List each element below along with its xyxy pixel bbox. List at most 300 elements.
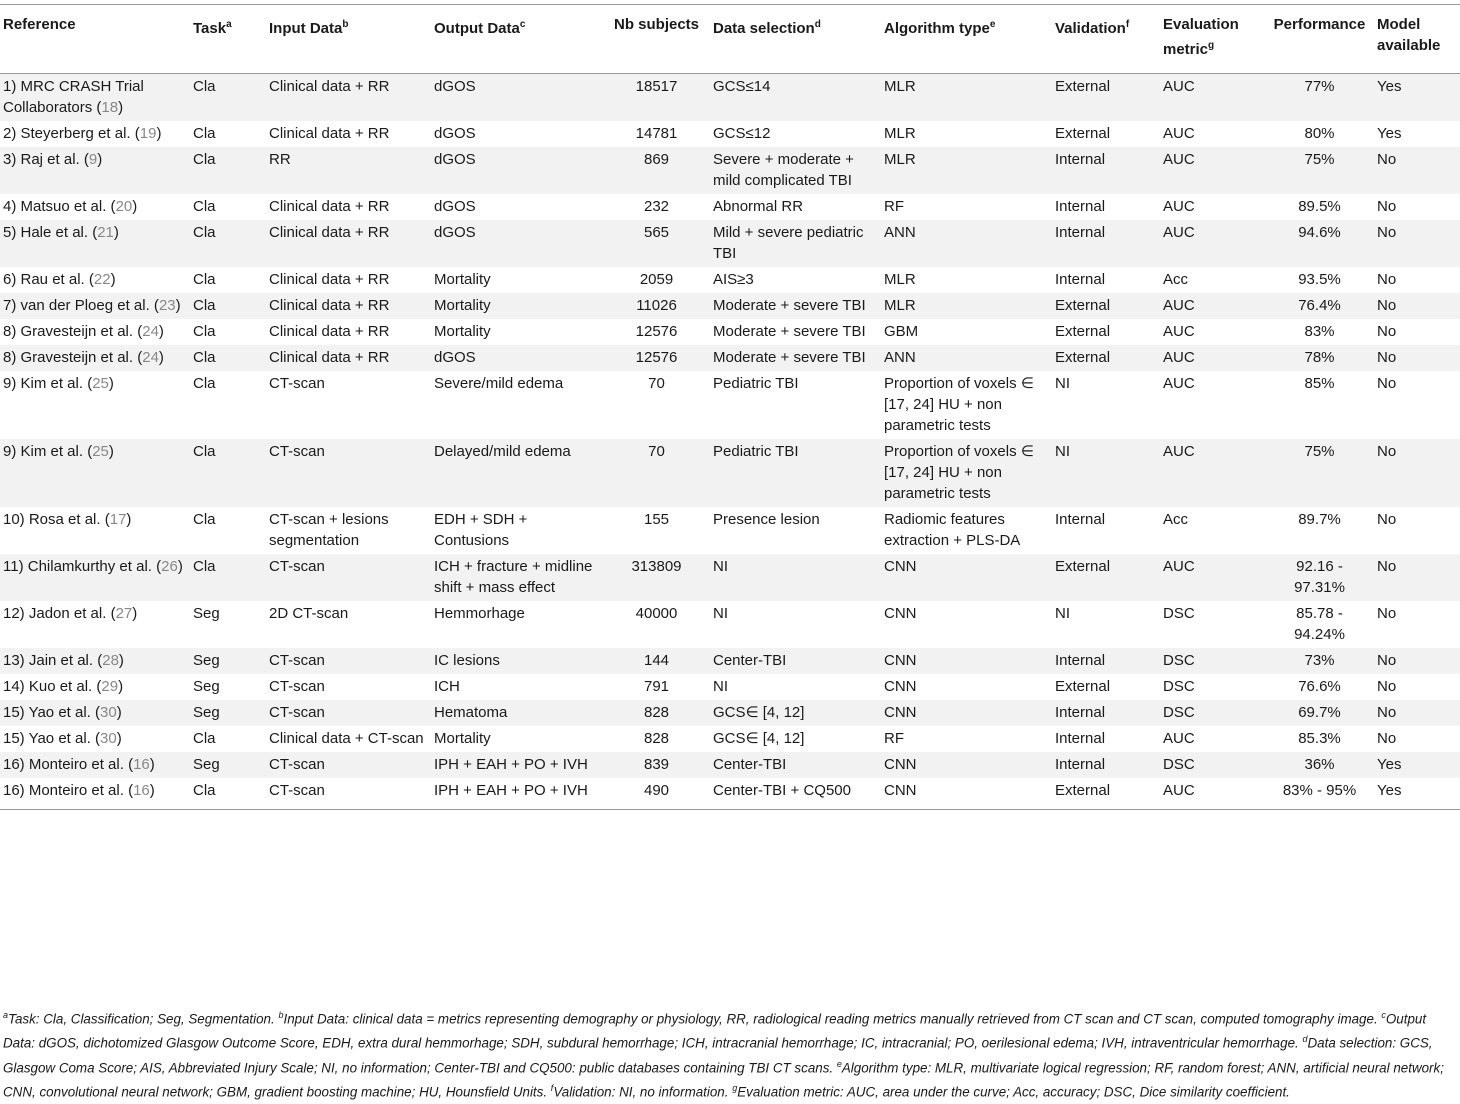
column-header-label: Validation: [1055, 20, 1126, 37]
citation-link[interactable]: 30: [100, 704, 117, 721]
performance-cell: 76.4%: [1268, 293, 1374, 319]
reference-cell: 8) Gravesteijn et al. (24): [3, 323, 164, 340]
citation-link[interactable]: 25: [92, 375, 109, 392]
data-selection-cell: NI: [710, 554, 881, 601]
model-available-cell: No: [1377, 511, 1397, 528]
reference-cell: 5) Hale et al. (21): [0, 220, 190, 267]
reference-cell: 10) Rosa et al. (17): [3, 511, 132, 528]
data-selection-cell: Center-TBI: [710, 752, 881, 778]
nb-subjects-cell: 565: [606, 220, 710, 267]
performance-cell: 94.6%: [1268, 220, 1374, 267]
model-available-cell: No: [1377, 198, 1397, 215]
data-selection-cell: Moderate + severe TBI: [710, 345, 881, 371]
data-selection-cell: NI: [713, 605, 728, 622]
output-data-cell: dGOS: [431, 220, 606, 267]
data-selection-cell: Pediatric TBI: [710, 439, 881, 507]
input-data-cell: Clinical data + RR: [266, 345, 431, 371]
reference-text: 13) Jain et al.: [3, 652, 94, 669]
evaluation-metric-cell: AUC: [1160, 293, 1268, 319]
table-row: [0, 601, 1460, 648]
evaluation-metric-cell: AUC: [1163, 198, 1195, 215]
evaluation-metric-cell: DSC: [1163, 605, 1195, 622]
validation-cell: External: [1055, 678, 1111, 695]
data-selection-cell: Moderate + severe TBI: [713, 323, 866, 340]
task-cell: Cla: [190, 293, 266, 319]
footnote-text: Data selection: GCS, Glasgow Coma Score; AIS, Abbreviated Injury Scale; NI, no information; Center-TBI and CQ500: public databases containing TBI CT scans.: [3, 1035, 1433, 1076]
nb-subjects-cell: 869: [606, 147, 710, 194]
nb-subjects-cell: 2059: [639, 271, 674, 288]
footnote-marker: d: [1302, 1034, 1308, 1045]
table-row: [0, 220, 1460, 267]
model-available-cell: No: [1374, 293, 1460, 319]
table-row: [0, 726, 1460, 752]
evaluation-metric-cell: AUC: [1163, 323, 1195, 340]
output-data-cell: IPH + EAH + PO + IVH: [431, 778, 606, 810]
validation-cell: Internal: [1052, 648, 1160, 674]
input-data-cell: CT-scan: [266, 554, 431, 601]
reference-cell: 7) van der Ploeg et al. (23): [0, 293, 190, 319]
nb-subjects-cell: 11026: [606, 293, 710, 319]
evaluation-metric-cell: Acc: [1163, 271, 1189, 288]
performance-cell: 76.6%: [1298, 678, 1341, 695]
performance-cell: 92.16 - 97.31%: [1268, 554, 1374, 601]
output-data-cell: Mortality: [431, 293, 606, 319]
citation-link[interactable]: 18: [101, 99, 119, 116]
output-data-cell: ICH + fracture + midline shift + mass effect: [431, 554, 606, 601]
table-header: [0, 5, 1460, 74]
table-row: [0, 674, 1460, 700]
nb-subjects-cell: 14781: [635, 125, 678, 142]
citation-link[interactable]: 28: [102, 652, 119, 669]
performance-cell: 78%: [1268, 345, 1374, 371]
algorithm-type-cell: CNN: [881, 554, 1052, 601]
column-header: [431, 5, 606, 74]
input-data-cell: CT-scan: [269, 375, 325, 392]
nb-subjects-cell: 490: [606, 778, 710, 810]
performance-cell: 85.3%: [1298, 730, 1341, 747]
footnote-marker: d: [814, 19, 821, 30]
algorithm-type-cell: CNN: [884, 678, 917, 695]
validation-cell: External: [1055, 125, 1111, 142]
data-selection-cell: Mild + severe pediatric TBI: [710, 220, 881, 267]
task-cell: Seg: [193, 605, 220, 622]
reference-cell: 16) Monteiro et al. (16): [0, 752, 190, 778]
task-cell: Cla: [193, 375, 216, 392]
nb-subjects-cell: 791: [643, 678, 670, 695]
validation-cell: Internal: [1055, 511, 1106, 528]
performance-cell: 80%: [1304, 125, 1335, 142]
input-data-cell: Clinical data + RR: [269, 271, 390, 288]
performance-cell: 83% - 95%: [1268, 778, 1374, 810]
performance-cell: 83%: [1304, 323, 1335, 340]
evaluation-metric-cell: DSC: [1160, 752, 1268, 778]
reference-text: 7) van der Ploeg et al.: [3, 297, 150, 314]
reference-cell: 1) MRC CRASH Trial Collaborators (18): [0, 74, 190, 122]
validation-cell: External: [1052, 778, 1160, 810]
citation-link[interactable]: 26: [161, 558, 178, 575]
task-cell: Cla: [193, 125, 216, 142]
table-row: [0, 778, 1460, 810]
reference-cell: 4) Matsuo et al. (20): [3, 198, 138, 215]
reference-cell: 9) Kim et al. (25): [0, 439, 190, 507]
task-cell: Cla: [190, 74, 266, 122]
algorithm-type-cell: MLR: [884, 271, 916, 288]
data-selection-cell: Center-TBI + CQ500: [710, 778, 881, 810]
algorithm-type-cell: RF: [884, 198, 904, 215]
performance-cell: 75%: [1268, 439, 1374, 507]
nb-subjects-cell: 232: [643, 198, 670, 215]
reference-cell: 11) Chilamkurthy et al. (26): [0, 554, 190, 601]
validation-cell: External: [1052, 293, 1160, 319]
output-data-cell: dGOS: [434, 125, 476, 142]
footnote-marker: e: [989, 19, 996, 30]
evaluation-metric-cell: DSC: [1160, 700, 1268, 726]
validation-cell: External: [1052, 554, 1160, 601]
column-header-label: Data selection: [713, 20, 815, 37]
algorithm-type-cell: Radiomic features extraction + PLS-DA: [884, 511, 1021, 549]
validation-cell: External: [1055, 323, 1111, 340]
task-cell: Seg: [190, 752, 266, 778]
data-selection-cell: GCS≤12: [713, 125, 771, 142]
input-data-cell: RR: [266, 147, 431, 194]
column-header: [190, 5, 266, 74]
column-header-label: Evaluation metric: [1163, 16, 1239, 58]
output-data-cell: IC lesions: [431, 648, 606, 674]
nb-subjects-cell: 40000: [635, 605, 678, 622]
algorithm-type-cell: MLR: [881, 147, 1052, 194]
column-header: [606, 5, 710, 74]
table-body: [0, 74, 1460, 810]
algorithm-type-cell: MLR: [881, 293, 1052, 319]
footnote-marker: e: [836, 1058, 842, 1069]
evaluation-metric-cell: AUC: [1163, 375, 1195, 392]
output-data-cell: Delayed/mild edema: [431, 439, 606, 507]
footnote-marker: g: [1208, 40, 1215, 51]
output-data-cell: EDH + SDH + Contusions: [434, 511, 528, 549]
performance-cell: 75%: [1268, 147, 1374, 194]
input-data-cell: Clinical data + RR: [266, 74, 431, 122]
reference-text: 9) Kim et al.: [3, 375, 84, 392]
output-data-cell: ICH: [434, 678, 460, 695]
citation-link[interactable]: 23: [158, 297, 176, 314]
evaluation-metric-cell: AUC: [1163, 730, 1195, 747]
task-cell: Cla: [190, 554, 266, 601]
input-data-cell: CT-scan: [266, 648, 431, 674]
footnote-marker: b: [342, 19, 349, 30]
citation-link[interactable]: 17: [109, 511, 127, 528]
performance-cell: 36%: [1268, 752, 1374, 778]
validation-cell: NI: [1052, 439, 1160, 507]
table-row: [0, 293, 1460, 319]
algorithm-type-cell: CNN: [881, 778, 1052, 810]
footnote-text: Evaluation metric: AUC, area under the curve; Acc, accuracy; DSC, Dice similarity coefficient.: [737, 1084, 1290, 1100]
task-cell: Cla: [193, 730, 216, 747]
evaluation-metric-cell: AUC: [1160, 74, 1268, 122]
algorithm-type-cell: Proportion of voxels ∈ [17, 24] HU + non parametric tests: [881, 439, 1052, 507]
reference-cell: 9) Kim et al. (25): [3, 375, 114, 392]
output-data-cell: Severe/mild edema: [434, 375, 564, 392]
nb-subjects-cell: 828: [643, 730, 670, 747]
column-header: [1268, 5, 1374, 74]
nb-subjects-cell: 70: [648, 375, 665, 392]
reference-text: 10) Rosa et al.: [3, 511, 101, 528]
output-data-cell: Hematoma: [431, 700, 606, 726]
reference-text: 16) Monteiro et al.: [3, 756, 124, 773]
validation-cell: Internal: [1052, 752, 1160, 778]
task-cell: Seg: [193, 678, 220, 695]
reference-cell: 6) Rau et al. (22): [3, 271, 116, 288]
model-available-cell: No: [1374, 439, 1460, 507]
validation-cell: NI: [1055, 605, 1070, 622]
column-header: [1160, 5, 1268, 74]
nb-subjects-cell: 18517: [606, 74, 710, 122]
footnote-marker: c: [519, 19, 526, 30]
input-data-cell: CT-scan: [269, 678, 325, 695]
reference-text: 9) Kim et al.: [3, 443, 84, 460]
model-available-cell: No: [1374, 220, 1460, 267]
table-row: [0, 439, 1460, 507]
reference-text: 15) Yao et al.: [3, 730, 91, 747]
input-data-cell: 2D CT-scan: [269, 605, 349, 622]
footnote-marker: f: [1125, 19, 1130, 30]
task-cell: Cla: [193, 511, 216, 528]
evaluation-metric-cell: AUC: [1160, 147, 1268, 194]
validation-cell: Internal: [1055, 271, 1106, 288]
data-selection-cell: Severe + moderate + mild complicated TBI: [710, 147, 881, 194]
footnote-marker: b: [278, 1010, 284, 1020]
evaluation-metric-cell: AUC: [1160, 778, 1268, 810]
task-cell: Cla: [190, 220, 266, 267]
input-data-cell: CT-scan + lesions segmentation: [269, 511, 389, 549]
column-header-label: Task: [193, 20, 227, 37]
reference-text: 5) Hale et al.: [3, 224, 89, 241]
model-available-cell: No: [1377, 678, 1397, 695]
input-data-cell: Clinical data + RR: [266, 293, 431, 319]
table-row: [0, 752, 1460, 778]
output-data-cell: dGOS: [434, 198, 476, 215]
input-data-cell: Clinical data + RR: [269, 323, 390, 340]
algorithm-type-cell: Proportion of voxels ∈ [17, 24] HU + non parametric tests: [884, 375, 1034, 434]
validation-cell: Internal: [1052, 147, 1160, 194]
citation-link[interactable]: 21: [97, 224, 114, 241]
reference-text: 6) Rau et al.: [3, 271, 85, 288]
reference-text: 4) Matsuo et al.: [3, 198, 107, 215]
evaluation-metric-cell: AUC: [1163, 125, 1195, 142]
model-available-cell: Yes: [1374, 752, 1460, 778]
data-selection-cell: Pediatric TBI: [713, 375, 799, 392]
table-row: [0, 194, 1460, 220]
column-header-label: Performance: [1273, 16, 1366, 33]
task-cell: Seg: [190, 700, 266, 726]
column-header: [710, 5, 881, 74]
table-row: [0, 147, 1460, 194]
citation-link[interactable]: 24: [142, 323, 159, 340]
reference-text: 8) Gravesteijn et al.: [3, 349, 134, 366]
table-footnotes: [3, 1005, 1453, 1103]
model-available-cell: No: [1374, 700, 1460, 726]
reference-text: 16) Monteiro et al.: [3, 782, 124, 799]
performance-cell: 85.78 - 94.24%: [1294, 605, 1345, 643]
data-selection-cell: Presence lesion: [713, 511, 820, 528]
citation-link[interactable]: 24: [142, 349, 159, 366]
column-header-label: Input Data: [269, 20, 343, 37]
footnote-marker: a: [226, 19, 232, 30]
validation-cell: External: [1052, 345, 1160, 371]
model-available-cell: Yes: [1374, 778, 1460, 810]
column-header: [0, 5, 190, 74]
citation-link[interactable]: 22: [93, 271, 111, 288]
data-selection-cell: GCS∈ [4, 12]: [710, 700, 881, 726]
nb-subjects-cell: 839: [606, 752, 710, 778]
task-cell: Cla: [193, 323, 216, 340]
footnote-text: Task: Cla, Classification; Seg, Segmentation.: [8, 1011, 279, 1027]
nb-subjects-cell: 828: [606, 700, 710, 726]
input-data-cell: Clinical data + CT-scan: [269, 730, 424, 747]
reference-text: 2) Steyerberg et al.: [3, 125, 131, 142]
reference-cell: 14) Kuo et al. (29): [3, 678, 124, 695]
output-data-cell: Mortality: [434, 323, 491, 340]
reference-cell: 2) Steyerberg et al. (19): [3, 125, 162, 142]
table-row: [0, 700, 1460, 726]
table-row: [0, 121, 1460, 147]
model-available-cell: No: [1374, 648, 1460, 674]
validation-cell: Internal: [1055, 198, 1106, 215]
model-available-cell: No: [1377, 730, 1397, 747]
data-selection-cell: Center-TBI: [710, 648, 881, 674]
model-available-cell: Yes: [1374, 74, 1460, 122]
reference-text: 12) Jadon et al.: [3, 605, 107, 622]
performance-cell: 93.5%: [1298, 271, 1341, 288]
column-header: [1052, 5, 1160, 74]
performance-cell: 69.7%: [1268, 700, 1374, 726]
model-available-cell: No: [1377, 375, 1397, 392]
footnote-marker: c: [1381, 1010, 1386, 1020]
output-data-cell: dGOS: [431, 74, 606, 122]
task-cell: Cla: [190, 147, 266, 194]
model-available-cell: No: [1377, 323, 1397, 340]
header-row: [0, 5, 1460, 74]
reference-text: 11) Chilamkurthy et al.: [3, 558, 152, 575]
citation-link[interactable]: 20: [115, 198, 133, 215]
reference-cell: 15) Yao et al. (30): [3, 730, 122, 747]
algorithm-type-cell: RF: [884, 730, 904, 747]
output-data-cell: dGOS: [431, 345, 606, 371]
column-header: [1374, 5, 1460, 74]
table-row: [0, 371, 1460, 439]
nb-subjects-cell: 155: [643, 511, 670, 528]
output-data-cell: IPH + EAH + PO + IVH: [431, 752, 606, 778]
algorithm-type-cell: CNN: [881, 700, 1052, 726]
reference-cell: 3) Raj et al. (9): [0, 147, 190, 194]
validation-cell: Internal: [1052, 220, 1160, 267]
input-data-cell: Clinical data + RR: [269, 125, 390, 142]
output-data-cell: dGOS: [431, 147, 606, 194]
task-cell: Seg: [190, 648, 266, 674]
reference-cell: 8) Gravesteijn et al. (24): [0, 345, 190, 371]
table-row: [0, 267, 1460, 293]
evaluation-metric-cell: AUC: [1160, 345, 1268, 371]
algorithm-type-cell: ANN: [881, 345, 1052, 371]
algorithm-type-cell: MLR: [884, 125, 916, 142]
model-available-cell: No: [1377, 605, 1397, 622]
reference-text: 3) Raj et al.: [3, 151, 80, 168]
reference-text: 1) MRC CRASH Trial Collaborators: [3, 78, 144, 116]
citation-link[interactable]: 27: [115, 605, 133, 622]
footnote-text: Input Data: clinical data = metrics representing demography or physiology, RR, radiological reading metrics manually retrieved from CT scan and CT scan, computed tomography image.: [283, 1011, 1382, 1027]
performance-cell: 73%: [1268, 648, 1374, 674]
input-data-cell: CT-scan: [266, 752, 431, 778]
citation-link[interactable]: 30: [100, 730, 117, 747]
nb-subjects-cell: 12576: [606, 345, 710, 371]
reference-text: 8) Gravesteijn et al.: [3, 323, 134, 340]
validation-cell: Internal: [1052, 700, 1160, 726]
column-header-label: Model available: [1377, 16, 1441, 54]
nb-subjects-cell: 144: [606, 648, 710, 674]
task-cell: Cla: [190, 345, 266, 371]
model-available-cell: No: [1374, 147, 1460, 194]
footnote-marker: f: [550, 1083, 554, 1094]
data-selection-cell: NI: [713, 678, 728, 695]
data-selection-cell: Moderate + severe TBI: [710, 293, 881, 319]
column-header-label: Output Data: [434, 20, 520, 37]
input-data-cell: CT-scan: [266, 439, 431, 507]
column-header: [266, 5, 431, 74]
validation-cell: Internal: [1055, 730, 1106, 747]
algorithm-type-cell: CNN: [881, 752, 1052, 778]
nb-subjects-cell: 313809: [606, 554, 710, 601]
evaluation-metric-cell: Acc: [1163, 511, 1189, 528]
reference-cell: 15) Yao et al. (30): [0, 700, 190, 726]
nb-subjects-cell: 70: [606, 439, 710, 507]
algorithm-type-cell: ANN: [881, 220, 1052, 267]
results-table: [0, 4, 1460, 810]
evaluation-metric-cell: AUC: [1160, 439, 1268, 507]
citation-link[interactable]: 19: [139, 125, 157, 142]
evaluation-metric-cell: AUC: [1160, 220, 1268, 267]
input-data-cell: CT-scan: [266, 778, 431, 810]
model-available-cell: No: [1374, 345, 1460, 371]
table-row: [0, 554, 1460, 601]
reference-cell: 12) Jadon et al. (27): [3, 605, 138, 622]
validation-cell: External: [1052, 74, 1160, 122]
citation-link[interactable]: 16: [133, 756, 150, 773]
performance-cell: 85%: [1304, 375, 1335, 392]
input-data-cell: Clinical data + RR: [269, 198, 390, 215]
table-row: [0, 319, 1460, 345]
input-data-cell: Clinical data + RR: [266, 220, 431, 267]
citation-link[interactable]: 25: [92, 443, 109, 460]
table-row: [0, 345, 1460, 371]
column-header-label: Reference: [3, 16, 76, 33]
citation-link[interactable]: 29: [101, 678, 119, 695]
algorithm-type-cell: GBM: [884, 323, 919, 340]
data-selection-cell: Abnormal RR: [713, 198, 804, 215]
performance-cell: 77%: [1268, 74, 1374, 122]
task-cell: Cla: [193, 271, 216, 288]
column-header: [881, 5, 1052, 74]
citation-link[interactable]: 9: [88, 151, 98, 168]
footnote-text: Algorithm type: MLR, multivariate logical regression; RF, random forest; ANN, artificial neural network; CNN, convolutional neural network; GBM, gradient boosting machine; HU, Hounsfield Units.: [3, 1060, 1444, 1100]
task-cell: Cla: [190, 439, 266, 507]
data-selection-cell: AIS≥3: [713, 271, 754, 288]
table-row: [0, 74, 1460, 122]
reference-cell: 13) Jain et al. (28): [0, 648, 190, 674]
algorithm-type-cell: CNN: [884, 605, 917, 622]
citation-link[interactable]: 16: [133, 782, 150, 799]
column-header-label: Algorithm type: [884, 20, 990, 37]
footnote-marker: g: [732, 1083, 738, 1094]
algorithm-type-cell: MLR: [881, 74, 1052, 122]
